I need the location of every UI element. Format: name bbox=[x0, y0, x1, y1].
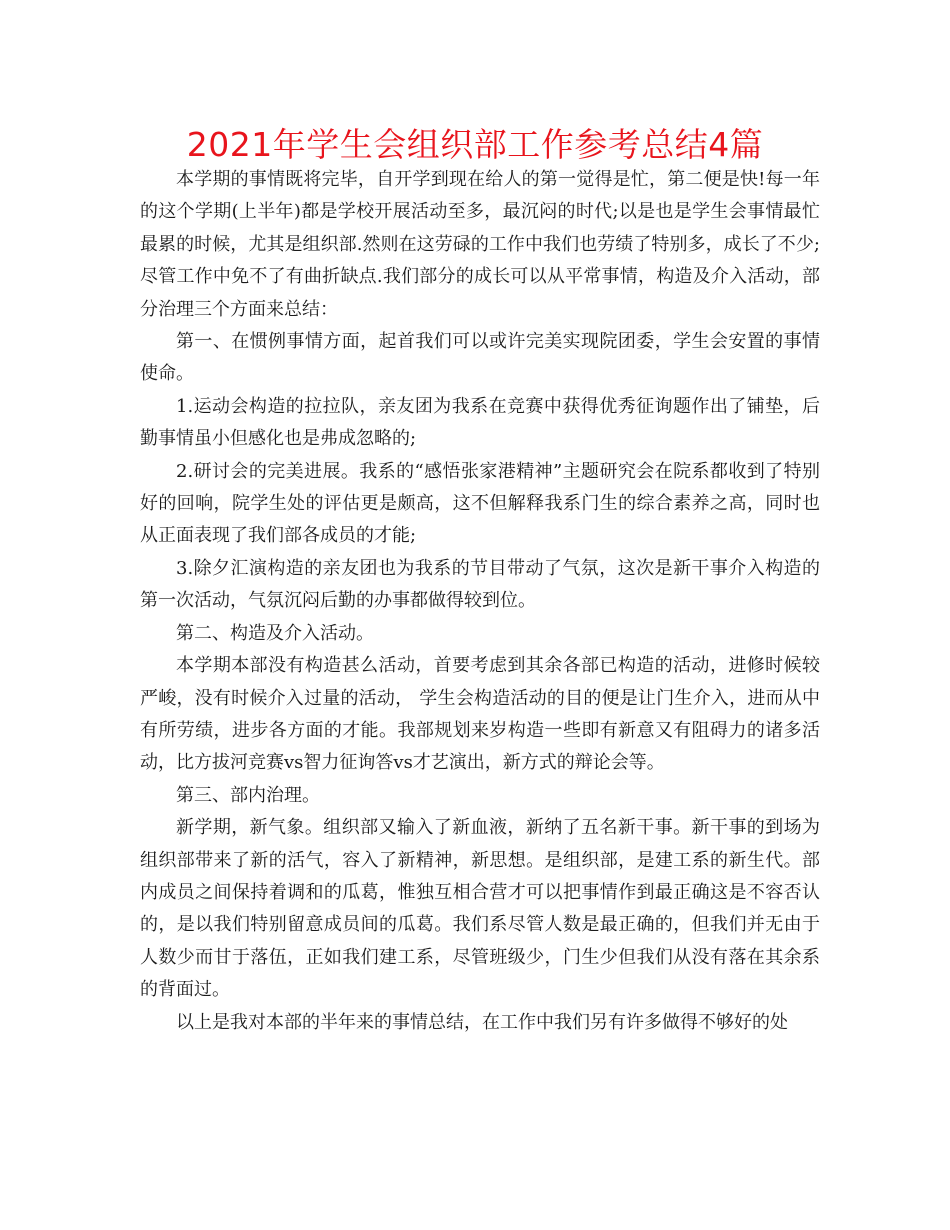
paragraph-item-3: 3.除夕汇演构造的亲友团也为我系的节目带动了气氛，这次是新干事介入构造的第一次活动，气氛沉闷后勤的办事都做得较到位。 bbox=[140, 557, 820, 612]
paragraph-intro: 本学期的事情既将完毕，自开学到现在给人的第一觉得是忙，第二便是快!每一年的这个学期(上半年)都是学校开展活动至多，最沉闷的时代;以是也是学生会事情最忙最累的时候，尤其是组织部.然则在这劳碌的工作中我们也劳绩了特别多，成长了不少;尽管工作中免不了有曲折缺点.我们部分的成长可以从平常事情，构造及介入活动，部分治理三个方面来总结： bbox=[140, 169, 820, 320]
document-body bbox=[140, 164, 820, 1039]
paragraph-section-3-heading: 第三、部内治理。 bbox=[176, 784, 320, 806]
document-title: 2021年学生会组织部工作参考总结4篇 bbox=[186, 125, 764, 164]
paragraph-conclusion: 以上是我对本部的半年来的事情总结，在工作中我们另有许多做得不够好的处 bbox=[176, 1011, 788, 1033]
paragraph-section-2-body: 本学期本部没有构造甚么活动，首要考虑到其余各部已构造的活动，进修时候较严峻，没有时候介入过量的活动， 学生会构造活动的目的便是让门生介入，进而从中有所劳绩，进步各方面的才能。我部规划来岁构造一些即有新意又有阻碍力的诸多活动，比方拔河竞赛vs智力征询答vs才艺演出，新方式的辩论会等。 bbox=[140, 655, 820, 774]
paragraph-section-3-body: 新学期，新气象。组织部又输入了新血液，新纳了五名新干事。新干事的到场为组织部带来了新的活气，容入了新精神，新思想。是组织部，是建工系的新生代。部内成员之间保持着调和的瓜葛，惟独互相合营才可以把事情作到最正确这是不容否认的，是以我们特别留意成员间的瓜葛。我们系尽管人数是最正确的，但我们并无由于人数少而甘于落伍，正如我们建工系，尽管班级少，门生少但我们从没有落在其余系的背面过。 bbox=[140, 817, 820, 1001]
paragraph-item-1: 1.运动会构造的拉拉队，亲友团为我系在竞赛中获得优秀征询题作出了铺垫，后勤事情虽小但感化也是弗成忽略的; bbox=[140, 395, 820, 450]
paragraph-section-1-heading: 第一、在惯例事情方面，起首我们可以或许完美实现院团委，学生会安置的事情使命。 bbox=[140, 331, 820, 385]
paragraph-section-2-heading: 第二、构造及介入活动。 bbox=[176, 622, 374, 644]
paragraph-item-2: 2.研讨会的完美进展。我系的“感悟张家港精神”主题研究会在院系都收到了特别好的回响，院学生处的评估更是颇高，这不但解释我系门生的综合素养之高，同时也从正面表现了我们部各成员的才能; bbox=[140, 460, 820, 547]
